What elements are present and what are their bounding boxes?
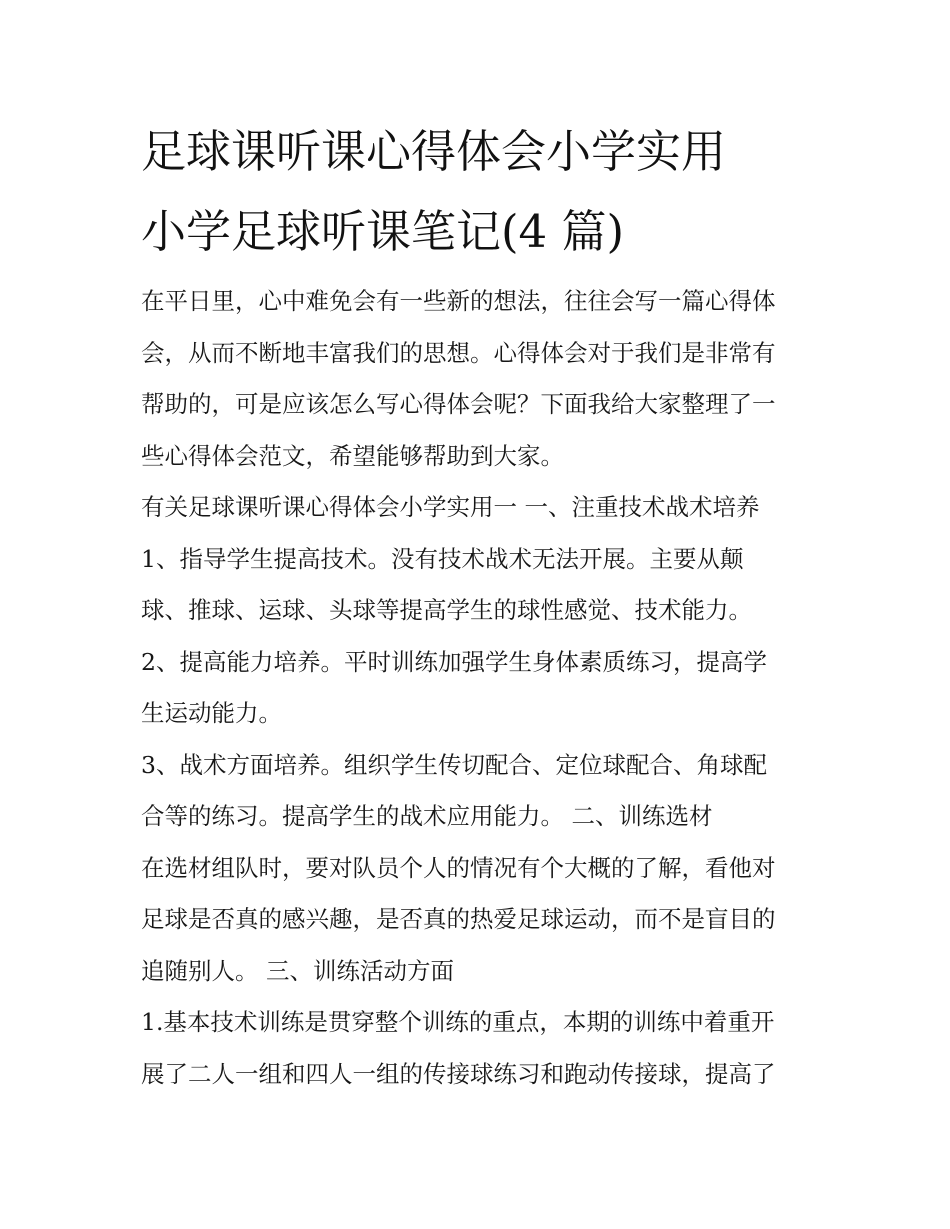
- body-line: 2、提高能力培养。平时训练加强学生身体素质练习，提高学: [141, 647, 767, 676]
- title-line-1: 足球课听课心得体会小学实用: [141, 125, 727, 178]
- body-line: 追随别人。 三、训练活动方面: [141, 956, 454, 985]
- title-line-2: 小学足球听课笔记(4 篇): [141, 205, 625, 258]
- body-line: 有关足球课听课心得体会小学实用一 一、注重技术战术培养: [141, 493, 760, 521]
- document-title: [141, 112, 821, 272]
- body-line: 1.基本技术训练是贯穿整个训练的重点，本期的训练中着重开: [141, 1008, 775, 1036]
- body-line: 1、指导学生提高技术。没有技术战术无法开展。主要从颠: [141, 544, 744, 573]
- body-line: 3、战术方面培养。组织学生传切配合、定位球配合、角球配: [141, 750, 767, 779]
- body-line: 会，从而不断地丰富我们的思想。心得体会对于我们是非常有: [141, 338, 776, 367]
- body-line: 合等的练习。提高学生的战术应用能力。 二、训练选材: [141, 802, 713, 830]
- body-line: 球、推球、运球、头球等提高学生的球性感觉、技术能力。: [141, 596, 752, 624]
- document-page: [141, 112, 821, 1100]
- body-line: 在平日里，心中难免会有一些新的想法，往往会写一篇心得体: [141, 287, 776, 315]
- body-line: 些心得体会范文，希望能够帮助到大家。: [141, 441, 564, 470]
- body-line: 在选材组队时，要对队员个人的情况有个大概的了解，看他对: [141, 853, 776, 882]
- document-body: [141, 276, 821, 1100]
- body-line: 展了二人一组和四人一组的传接球练习和跑动传接球，提高了: [141, 1059, 776, 1088]
- body-line: 帮助的，可是应该怎么写心得体会呢？下面我给大家整理了一: [141, 390, 776, 418]
- body-line: 足球是否真的感兴趣，是否真的热爱足球运动，而不是盲目的: [141, 905, 776, 933]
- body-line: 生运动能力。: [141, 699, 282, 727]
